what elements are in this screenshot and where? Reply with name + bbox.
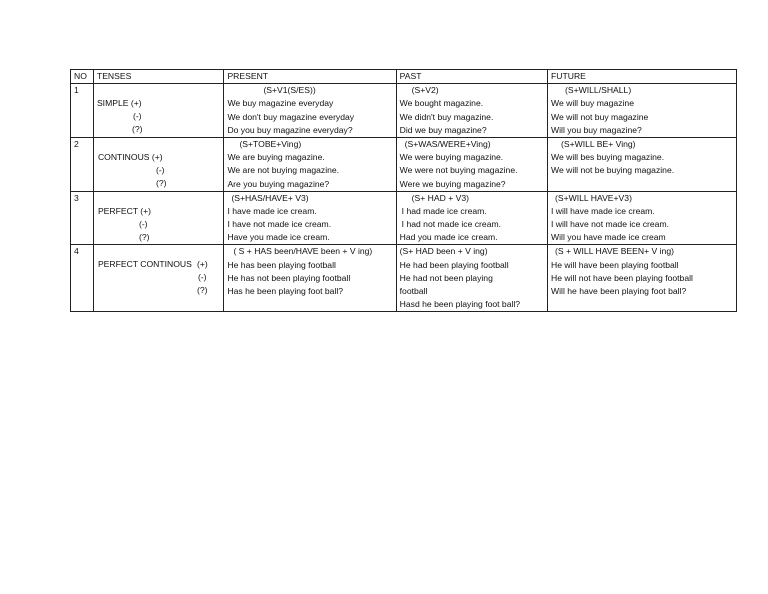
row-number: 2 xyxy=(71,137,94,191)
example-negative: I had not made ice cream. xyxy=(401,219,502,230)
example-question: Were we buying magazine? xyxy=(399,178,506,189)
example-question: Will you have made ice cream xyxy=(551,232,666,243)
tense-sign-negative: (-) xyxy=(197,272,207,283)
header-no: NO xyxy=(71,70,94,84)
example-question: Hasd he been playing foot ball? xyxy=(399,299,521,310)
tense-cell xyxy=(93,84,223,138)
formula: (S+V2) xyxy=(411,85,439,96)
past-cell xyxy=(396,137,547,191)
header-past: PAST xyxy=(396,70,547,84)
present-cell xyxy=(224,84,396,138)
example-negative: We didn't buy magazine. xyxy=(399,111,494,122)
example-positive: I will have made ice cream. xyxy=(551,205,655,216)
example-positive: He had been playing football xyxy=(399,259,509,270)
tense-cell xyxy=(93,191,223,245)
example-question: Will he have been playing foot ball? xyxy=(551,286,687,297)
formula: (S+HAS/HAVE+ V3) xyxy=(231,192,309,203)
formula: (S+WILL HAVE+V3) xyxy=(555,192,632,203)
example-question: Had you made ice cream. xyxy=(399,232,498,243)
tense-sign-negative: (-) xyxy=(132,111,142,122)
example-negative-continued: football xyxy=(399,286,428,297)
future-cell xyxy=(548,191,737,245)
example-positive: He will have been playing football xyxy=(551,259,679,270)
tense-sign-positive: (+) xyxy=(196,259,208,270)
tense-sign-question: (?) xyxy=(138,231,150,242)
example-question: Did we buy magazine? xyxy=(399,124,487,135)
example-negative: We don't buy magazine everyday xyxy=(227,111,355,122)
tense-sign-question: (?) xyxy=(131,124,143,135)
example-positive: We are buying magazine. xyxy=(227,152,325,163)
example-negative: We will not buy magazine xyxy=(551,111,649,122)
example-positive: We bought magazine. xyxy=(399,98,484,109)
past-cell xyxy=(396,191,547,245)
present-cell xyxy=(224,245,396,312)
example-question: Are you buying magazine? xyxy=(227,178,330,189)
tense-sign-negative: (-) xyxy=(138,218,148,229)
formula: (S+WILL/SHALL) xyxy=(565,85,632,96)
tense-name: SIMPLE (+) xyxy=(96,98,142,109)
tense-name: CONTINOUS (+) xyxy=(97,151,163,162)
header-tenses: TENSES xyxy=(93,70,223,84)
tense-cell xyxy=(93,137,223,191)
example-negative: He will not have been playing football xyxy=(551,272,693,283)
example-positive: We will buy magazine xyxy=(551,98,634,109)
example-negative: He had not been playing xyxy=(399,272,493,283)
example-positive: We were buying magazine. xyxy=(399,152,504,163)
formula: (S+TOBE+Ving) xyxy=(239,138,302,149)
header-row xyxy=(71,70,737,84)
tense-name: PERFECT CONTINOUS xyxy=(97,259,192,270)
formula: (S+V1(S/ES)) xyxy=(263,85,316,96)
example-question: Will you buy magazine? xyxy=(551,124,642,135)
header-present: PRESENT xyxy=(224,70,396,84)
example-negative: I have not made ice cream. xyxy=(227,219,332,230)
tense-sign-question: (?) xyxy=(196,285,208,296)
example-question: Have you made ice cream. xyxy=(227,232,330,243)
table-row xyxy=(71,84,737,138)
formula: (S+WAS/WERE+Ving) xyxy=(404,138,491,149)
tense-sign-question: (?) xyxy=(155,177,167,188)
table-row xyxy=(71,245,737,312)
example-question xyxy=(551,178,733,191)
example-negative: We were not buying magazine. xyxy=(399,165,518,176)
future-cell xyxy=(548,84,737,138)
past-cell xyxy=(396,84,547,138)
table-row xyxy=(71,191,737,245)
header-future: FUTURE xyxy=(548,70,737,84)
tenses-table xyxy=(70,69,737,312)
table-row xyxy=(71,137,737,191)
formula: (S+WILL BE+ Ving) xyxy=(561,138,636,149)
example-positive: I had made ice cream. xyxy=(401,205,487,216)
tense-cell xyxy=(93,245,223,312)
row-number: 4 xyxy=(71,245,94,312)
future-cell xyxy=(548,245,737,312)
example-positive: He has been playing football xyxy=(227,259,336,270)
row-number: 3 xyxy=(71,191,94,245)
present-cell xyxy=(224,191,396,245)
example-negative: We will not be buying magazine. xyxy=(551,165,675,176)
example-question: Has he been playing foot ball? xyxy=(227,286,344,297)
example-question: Do you buy magazine everyday? xyxy=(227,124,353,135)
past-cell xyxy=(396,245,547,312)
example-negative: He has not been playing football xyxy=(227,272,351,283)
example-positive: I have made ice cream. xyxy=(227,205,317,216)
formula: (S + WILL HAVE BEEN+ V ing) xyxy=(555,246,674,257)
tense-name: PERFECT (+) xyxy=(97,205,152,216)
formula: (S+ HAD been + V ing) xyxy=(399,246,488,257)
example-negative: I will have not made ice cream. xyxy=(551,219,670,230)
future-cell xyxy=(548,137,737,191)
row-number: 1 xyxy=(71,84,94,138)
formula: (S+ HAD + V3) xyxy=(411,192,469,203)
tense-sign-negative: (-) xyxy=(155,164,165,175)
present-cell xyxy=(224,137,396,191)
formula: ( S + HAS been/HAVE been + V ing) xyxy=(233,246,373,257)
example-positive: We buy magazine everyday xyxy=(227,98,334,109)
example-negative: We are not buying magazine. xyxy=(227,165,340,176)
example-positive: We will bes buying magazine. xyxy=(551,152,665,163)
